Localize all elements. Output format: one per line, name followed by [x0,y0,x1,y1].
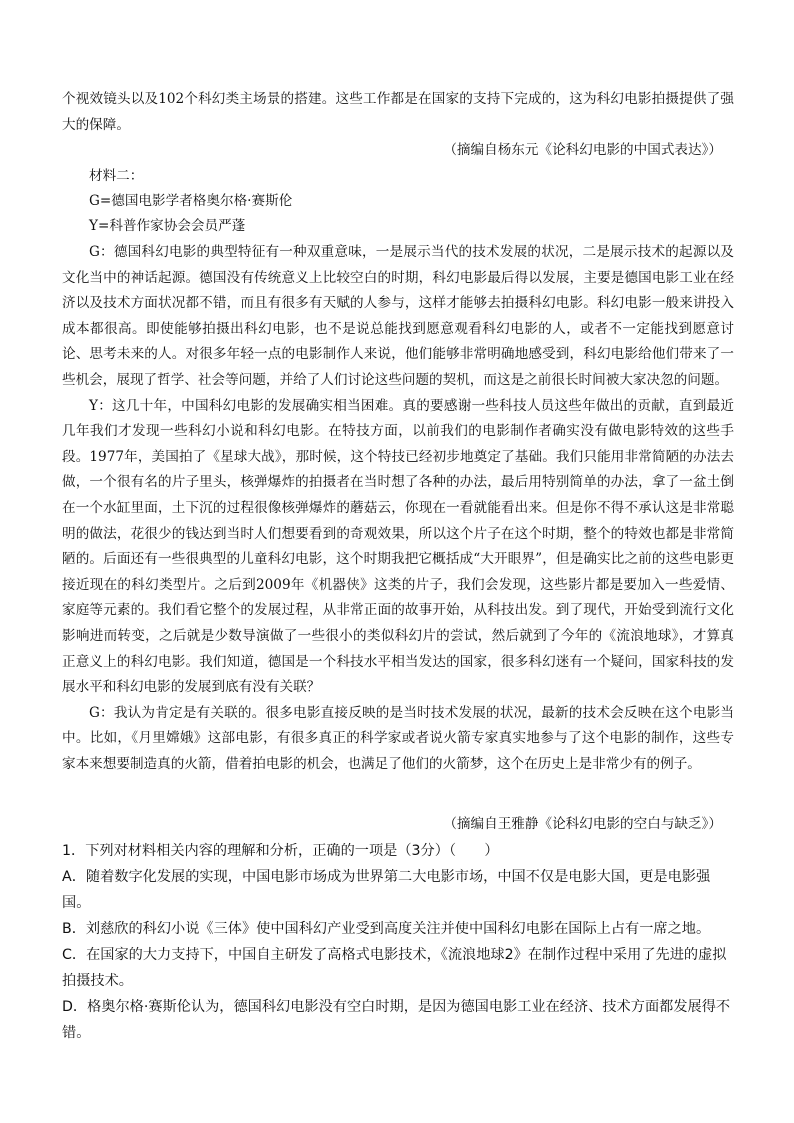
speaker-g-definition: G=德国电影学者格奥尔格·赛斯伦 [89,193,293,209]
speaker-y-definition: Y=科普作家协会会员严蓬 [89,218,246,234]
material-2-title: 材料二： [89,168,144,184]
material-2-body [62,240,734,777]
option-c[interactable]: C．在国家的大力支持下，中国自主研发了高格式电影技术，《流浪地球2》在制作过程中采用了先进的虚拟拍摄技术。 [62,947,727,989]
paragraph-g-1: G：德国科幻电影的典型特征有一种双重意味，一是展示当代的技术发展的状况，二是展示技术的起源以及文化当中的神话起源。德国没有传统意义上比较空白的时期，科幻电影最后得以发展，主要是德国电影工业在经济以及技术方面状况都不错，而且有很多有天赋的人参与，这样才能够去拍摄科幻电影。科幻电影一般来讲投入成本都很高。即使能够拍摄出科幻电影，也不是说总能找到愿意观看科幻电影的人，或者不一定能找到愿意讨论、思考未来的人。对很多年轻一点的电影制作人来说，他们能够非常明确地感受到，科幻电影给他们带来了一些机会，展现了哲学、社会等问题，并给了人们讨论这些问题的契机，而这是之前很长时间被大家决忽的问题。 [62,244,734,388]
option-d[interactable]: D．格奥尔格·赛斯伦认为，德国科幻电影没有空白时期，是因为德国电影工业在经济、技术方面都发展得不错。 [62,999,731,1041]
passage-top-text: 个视效镜头以及102个科幻类主场景的搭建。这些工作都是在国家的支持下完成的，这为科幻电影拍摄提供了强大的保障。 [62,91,734,133]
source-citation-2: （摘编自王雅静《论科幻电影的空白与缺乏》） [443,816,722,832]
paragraph-y-1: Y：这几十年，中国科幻电影的发展确实相当困难。真的要感谢一些科技人员这些年做出的贡献，直到最近几年我们才发现一些科幻小说和科幻电影。在特技方面，以前我们的电影制作者确实没有做电影特效的这些手段。1977年，美国拍了《星球大战》，那时候，这个特技已经初步地奠定了基础。我们只能用非常简陋的办法去做，一个很有名的片子里头，核弹爆炸的拍摄者在当时想了各种的办法，最后用特别简单的办法，拿了一盆土倒在一个水缸里面，土下沉的过程很像核弹爆炸的蘑菇云，你现在一看就能看出来。但是你不得不承认这是非常聪明的做法，花很少的钱达到当时人们想要看到的奇观效果，所以这个片子在这个时期，整个的特效也都是非常简陋的。后面还有一些很典型的儿童科幻电影，这个时期我把它概括成“大开眼界”，但是确实比之前的这些电影更接近现在的科幻类型片。之后到2009年《机器侠》这类的片子，我们会发现，这些影片都是要加入一些爱情、家庭等元素的。我们看它整个的发展过程，从非常正面的故事开始，从科技出发。到了现代，开始受到流行文化影响进而转变，之后就是少数导演做了一些很小的类似科幻片的尝试，然后就到了今年的《流浪地球》，才算真正意义上的科幻电影。我们知道，德国是一个科技水平相当发达的国家，很多科幻迷有一个疑问，国家科技的发展水平和科幻电影的发展到底有没有关联？ [62,397,734,696]
question-stem: 1．下列对材料相关内容的理解和分析，正确的一项是（3分）（ ） [62,843,499,859]
option-a[interactable]: A．随着数字化发展的实现，中国电影市场成为世界第二大电影市场，中国不仅是电影大国，更是电影强国。 [62,869,711,911]
passage-top [62,87,734,138]
source-citation-1: （摘编自杨东元《论科幻电影的中国式表达》） [443,142,722,158]
paragraph-g-2: G：我认为肯定是有关联的。很多电影直接反映的是当时技术发展的状况，最新的技术会反映在这个电影当中。比如，《月里嫦娥》这部电影，有很多真正的科学家或者说火箭专家真实地参与了这个电影的制作，这些专家本来想要制造真的火箭，借着拍电影的机会，也满足了他们的火箭梦，这个在历史上是非常少有的例子。 [62,704,734,772]
question-1 [62,838,734,1046]
option-b[interactable]: B．刘慈欣的科幻小说《三体》使中国科幻产业受到高度关注并使中国科幻电影在国际上占有一席之地。 [62,921,711,937]
